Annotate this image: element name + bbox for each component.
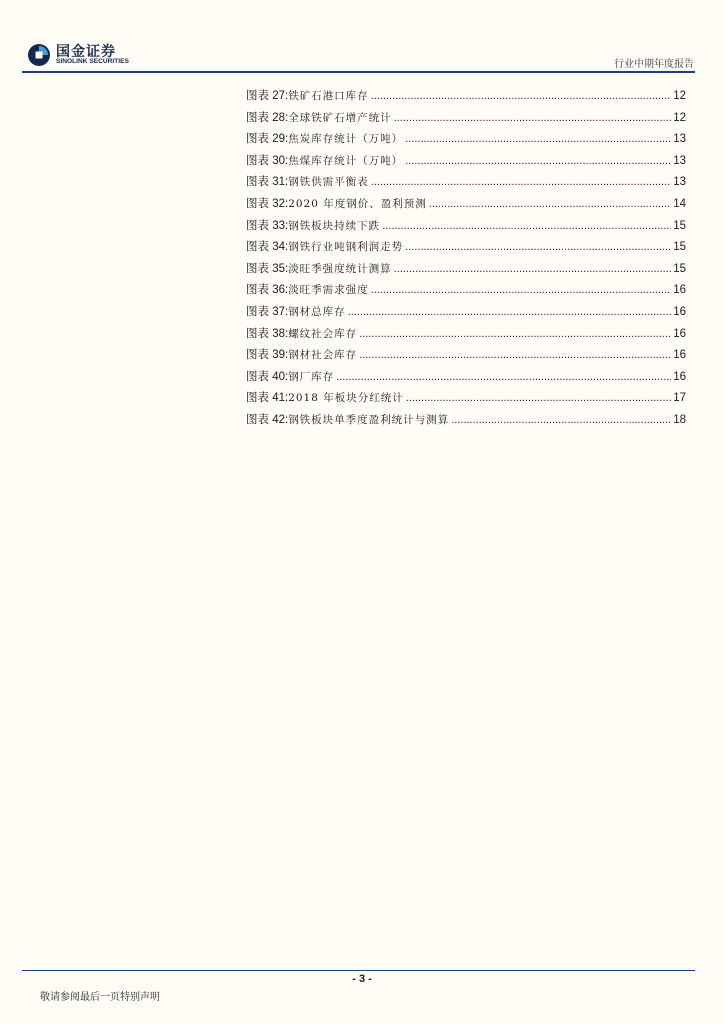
toc-entry-label: 图表 36: [246, 284, 289, 297]
toc-dot-leader [394, 112, 672, 124]
toc-entry-label: 图表 35: [246, 262, 289, 275]
toc-dot-leader [429, 198, 671, 210]
company-logo [22, 42, 134, 68]
toc-entry-page-number: 18 [673, 413, 686, 426]
toc-entry[interactable] [246, 87, 686, 109]
toc-entry-page-number: 17 [673, 392, 686, 405]
toc-dot-leader [451, 414, 671, 426]
toc-dot-leader [406, 392, 671, 404]
toc-entry-page-number: 15 [673, 241, 686, 254]
toc-dot-leader [405, 155, 671, 167]
toc-dot-leader [382, 220, 671, 232]
toc-entry[interactable] [246, 173, 686, 195]
toc-entry-page-number: 13 [673, 176, 686, 189]
toc-dot-leader [371, 90, 672, 102]
toc-entry[interactable] [246, 152, 686, 174]
toc-entry-title: 钢厂库存 [288, 370, 335, 383]
toc-entry[interactable] [246, 238, 686, 260]
toc-entry-title: 钢铁行业吨钢利润走势 [288, 241, 404, 254]
toc-entry[interactable] [246, 411, 686, 433]
toc-entry-title: 2020 年度钢价、盈利预测 [288, 197, 427, 210]
page-number: - 3 - [352, 973, 372, 985]
toc-entry[interactable] [246, 325, 686, 347]
toc-entry-label: 图表 28: [246, 111, 289, 124]
toc-dot-leader [405, 241, 671, 253]
toc-entry-label: 图表 32: [246, 197, 289, 210]
toc-entry-label: 图表 40: [246, 370, 289, 383]
toc-dot-leader [359, 349, 671, 361]
logo-chinese-name: 国金证券 [56, 44, 116, 60]
toc-entry-title: 钢材总库存 [288, 305, 346, 318]
toc-entry-title: 焦煤库存统计（万吨） [288, 154, 404, 167]
toc-entry[interactable] [246, 303, 686, 325]
toc-dot-leader [394, 263, 672, 275]
toc-entry-page-number: 16 [673, 327, 686, 340]
toc-entry-page-number: 15 [673, 219, 686, 232]
toc-entry-title: 钢铁板块单季度盈利统计与测算 [288, 413, 450, 426]
toc-dot-leader [371, 284, 672, 296]
toc-entry-label: 图表 34: [246, 241, 289, 254]
toc-entry-label: 图表 42: [246, 413, 289, 426]
toc-entry-page-number: 13 [673, 154, 686, 167]
toc-entry[interactable] [246, 346, 686, 368]
toc-dot-leader [348, 306, 672, 318]
report-type-title: 行业中期年度报告 [614, 59, 694, 70]
toc-entry-label: 图表 39: [246, 349, 289, 362]
toc-dot-leader [405, 133, 671, 145]
toc-entry-page-number: 16 [673, 370, 686, 383]
toc-entry-title: 钢材社会库存 [288, 349, 358, 362]
toc-entry-page-number: 14 [673, 197, 686, 210]
toc-entry-page-number: 12 [673, 111, 686, 124]
toc-entry-label: 图表 38: [246, 327, 289, 340]
toc-entry-page-number: 15 [673, 262, 686, 275]
toc-entry-title: 螺纹社会库存 [288, 327, 358, 340]
toc-entry-title: 淡旺季需求强度 [288, 284, 369, 297]
toc-entry[interactable] [246, 260, 686, 282]
header-divider [22, 71, 695, 73]
toc-entry[interactable] [246, 368, 686, 390]
toc-entry-title: 铁矿石港口库存 [288, 90, 369, 102]
sinolink-logo-icon [26, 42, 52, 68]
toc-entry-page-number: 12 [673, 90, 686, 102]
toc-entry-label: 图表 33: [246, 219, 289, 232]
toc-entry[interactable] [246, 130, 686, 152]
footer-disclaimer: 敬请参阅最后一页特别声明 [40, 992, 160, 1003]
toc-entry[interactable] [246, 389, 686, 411]
toc-entry-label: 图表 27: [246, 90, 289, 102]
toc-dot-leader [359, 328, 671, 340]
toc-entry[interactable] [246, 109, 686, 131]
toc-entry-title: 焦炭库存统计（万吨） [288, 133, 404, 146]
logo-english-name: SINOLINK SECURITIES [56, 58, 129, 65]
toc-entry-page-number: 16 [673, 284, 686, 297]
toc-entry-title: 2018 年板块分红统计 [288, 392, 404, 405]
toc-entry-page-number: 13 [673, 133, 686, 146]
figure-table-of-contents [246, 87, 686, 433]
toc-entry-title: 钢铁板块持续下跌 [288, 219, 381, 232]
toc-entry-page-number: 16 [673, 305, 686, 318]
toc-dot-leader [371, 176, 672, 188]
toc-entry-label: 图表 30: [246, 154, 289, 167]
toc-entry-title: 全球铁矿石增产统计 [288, 111, 392, 124]
toc-entry-title: 淡旺季强度统计测算 [288, 262, 392, 275]
toc-entry-label: 图表 31: [246, 176, 289, 189]
toc-entry[interactable] [246, 217, 686, 239]
toc-entry-label: 图表 37: [246, 305, 289, 318]
toc-entry-title: 钢铁供需平衡表 [288, 176, 369, 189]
toc-entry[interactable] [246, 281, 686, 303]
toc-entry-label: 图表 29: [246, 133, 289, 146]
toc-entry-label: 图表 41: [246, 392, 289, 405]
toc-entry[interactable] [246, 195, 686, 217]
footer-divider [22, 970, 695, 971]
toc-dot-leader [336, 371, 671, 383]
toc-entry-page-number: 16 [673, 349, 686, 362]
